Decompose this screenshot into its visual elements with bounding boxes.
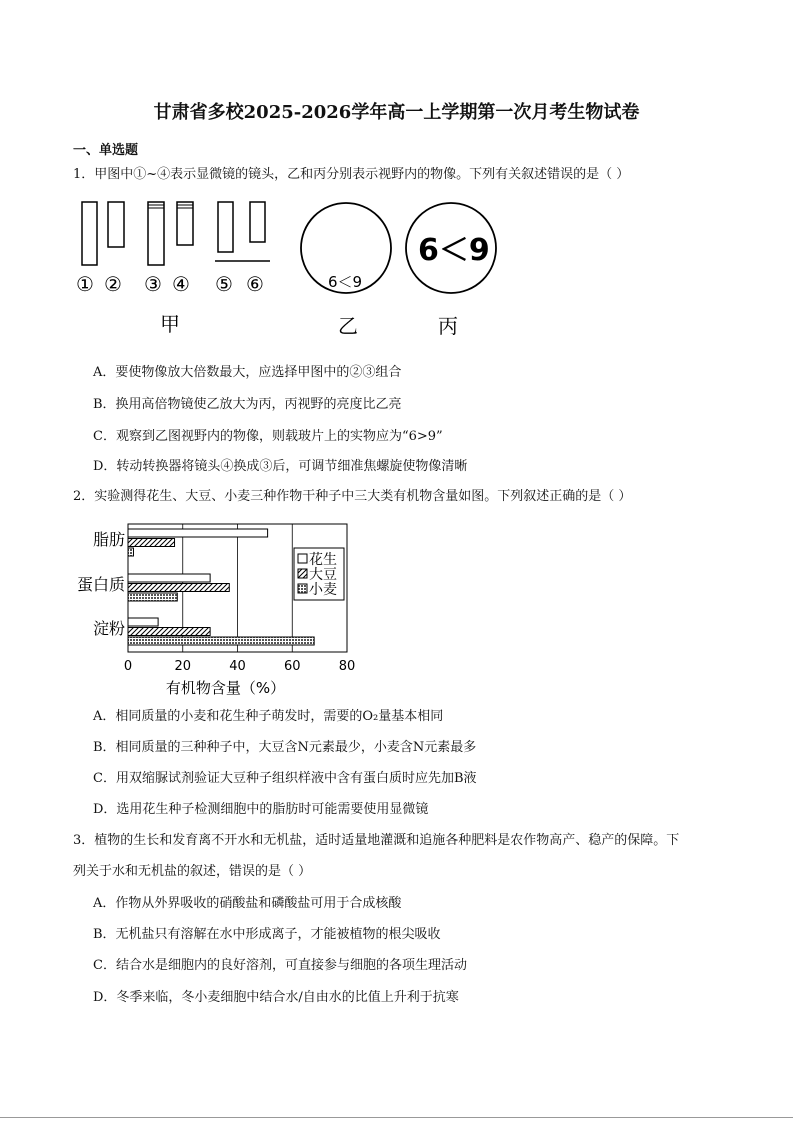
q3-stem-line1: 3．植物的生长和发育离不开水和无机盐，适时适量地灌溉和追施各种肥料是农作物高产、稳产的保障。下	[73, 833, 680, 848]
bar-大豆-淀粉	[128, 628, 210, 636]
bar-花生-脂肪	[128, 529, 268, 537]
section-heading: 一、单选题	[73, 143, 139, 158]
yi-field-text: 6＜9	[328, 273, 363, 291]
bar-大豆-脂肪	[128, 539, 175, 547]
bing-field-text: 6＜9	[418, 233, 490, 268]
legend-label-小麦: 小麦	[309, 582, 337, 598]
lens-label-4: ④	[172, 272, 190, 296]
label-yi: 乙	[338, 314, 358, 338]
q3-option-b: B．无机盐只有溶解在水中形成离子，才能被植物的根尖吸收	[93, 927, 441, 942]
x-axis-label: 有机物含量（%）	[165, 679, 286, 697]
label-bing: 丙	[438, 314, 458, 338]
x-tick-label: 40	[229, 659, 246, 674]
q2-chart	[70, 516, 370, 700]
q2-option-b: B．相同质量的三种种子中，大豆含N元素最少，小麦含N元素最多	[93, 740, 477, 755]
q1-stem: 1．甲图中①~④表示显微镜的镜头，乙和丙分别表示视野内的物像。下列有关叙述错误的是（ ）	[73, 167, 630, 182]
x-tick-label: 20	[174, 659, 192, 674]
x-tick-label: 0	[123, 659, 133, 674]
bar-小麦-蛋白质	[128, 593, 177, 601]
legend-swatch-大豆	[298, 569, 307, 578]
page-title: 甘肃省多校2025-2026学年高一上学期第一次月考生物试卷	[153, 102, 640, 123]
category-label: 蛋白质	[76, 575, 125, 594]
q3-option-d: D．冬季来临，冬小麦细胞中结合水/自由水的比值上升利于抗寒	[93, 990, 459, 1005]
bar-花生-蛋白质	[128, 574, 210, 582]
lens-label-5: ⑤	[215, 272, 233, 296]
lens-3-shape	[148, 202, 164, 265]
legend-swatch-小麦	[298, 584, 307, 593]
q1-option-a: A．要使物像放大倍数最大，应选择甲图中的②③组合	[93, 365, 402, 380]
q2-option-a: A．相同质量的小麦和花生种子萌发时，需要的O₂量基本相同	[93, 709, 444, 724]
bar-大豆-蛋白质	[128, 584, 229, 592]
q1-option-b: B．换用高倍物镜使乙放大为丙，丙视野的亮度比乙亮	[93, 397, 402, 412]
q1-option-d: D．转动转换器将镜头④换成③后，可调节细准焦螺旋使物像清晰	[93, 459, 468, 474]
page-bottom-rule	[0, 1117, 793, 1118]
lens-label-2: ②	[104, 272, 122, 296]
lens-6-shape	[250, 202, 265, 242]
q1-option-c: C．观察到乙图视野内的物像，则载玻片上的实物应为“6>9”	[93, 429, 443, 444]
legend-label-大豆: 大豆	[309, 567, 337, 583]
q3-option-a: A．作物从外界吸收的硝酸盐和磷酸盐可用于合成核酸	[93, 896, 402, 911]
category-label: 脂肪	[92, 530, 125, 549]
legend-label-花生: 花生	[309, 552, 337, 568]
x-tick-label: 60	[283, 659, 301, 674]
bar-小麦-脂肪	[128, 548, 133, 556]
lens-label-3: ③	[144, 272, 162, 296]
bar-花生-淀粉	[128, 618, 158, 626]
q1-figure	[70, 192, 510, 344]
lens-label-6: ⑥	[246, 272, 264, 296]
q3-option-c: C．结合水是细胞内的良好溶剂，可直接参与细胞的各项生理活动	[93, 958, 467, 973]
lens-1-shape	[82, 202, 97, 265]
lens-5-shape	[218, 202, 233, 252]
q3-stem-line2: 列关于水和无机盐的叙述，错误的是（ ）	[73, 864, 312, 879]
lens-2-shape	[108, 202, 124, 247]
lens-label-1: ①	[76, 272, 94, 296]
q2-stem: 2．实验测得花生、大豆、小麦三种作物干种子中三大类有机物含量如图。下列叙述正确的是（ ）	[73, 489, 632, 504]
label-jia: 甲	[160, 312, 180, 336]
bar-小麦-淀粉	[128, 637, 314, 645]
legend-swatch-花生	[298, 554, 307, 563]
category-label: 淀粉	[92, 619, 125, 638]
q2-option-d: D．选用花生种子检测细胞中的脂肪时可能需要使用显微镜	[93, 802, 429, 817]
x-tick-label: 80	[338, 659, 356, 674]
q2-option-c: C．用双缩脲试剂验证大豆种子组织样液中含有蛋白质时应先加B液	[93, 771, 477, 786]
